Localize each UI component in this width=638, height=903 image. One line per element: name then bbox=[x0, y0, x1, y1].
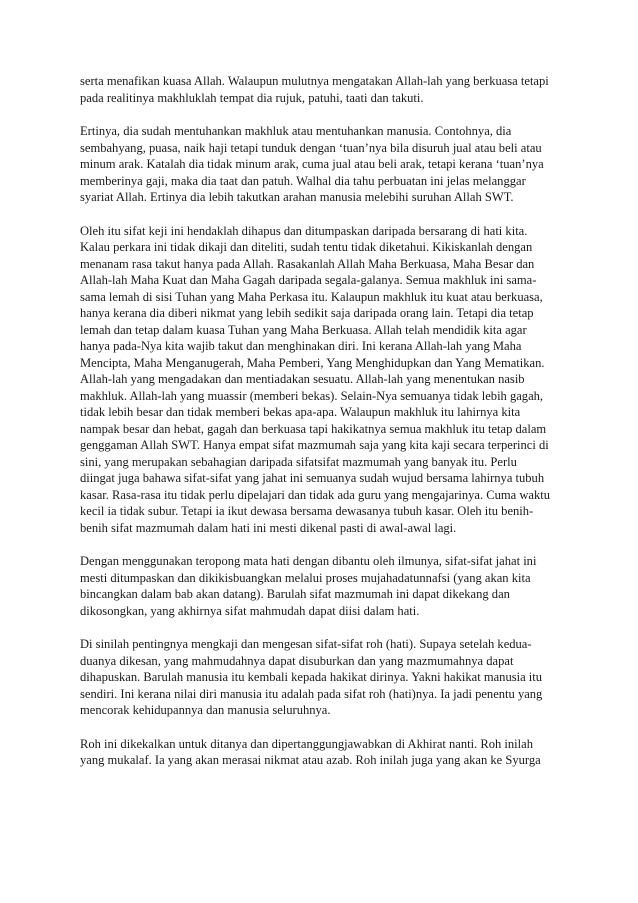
text-line: dihapuskan. Barulah manusia itu kembali kepada hakikat dirinya. Yakni hakikat manusia itu bbox=[80, 670, 543, 684]
paragraph bbox=[80, 73, 574, 106]
text-line: Kalau perkara ini tidak dikaji dan diteliti, sudah tentu tidak diketahui. Kikiskanlah dengan bbox=[80, 240, 533, 254]
body-text bbox=[80, 73, 574, 769]
text-line: makhluk. Allah-lah yang muassir (memberi bekas). Selain-Nya semuanya tidak lebih gagah, bbox=[80, 388, 544, 403]
paragraph bbox=[80, 636, 574, 719]
text-line: lemah dan tetap dalam kuasa Tuhan yang Maha Berkuasa. Allah telah mendidik kita agar bbox=[80, 322, 527, 337]
paragraph bbox=[80, 123, 574, 206]
text-line: kasar. Rasa-rasa itu tidak perlu dipelajari dan tidak ada guru yang mengajarinya. Cuma waktu bbox=[80, 487, 550, 502]
text-line: pada realitinya makhluklah tempat dia rujuk, patuhi, taati dan takuti. bbox=[80, 90, 424, 105]
text-line: benih sifat mazmumah dalam hati ini mesti dikenal pasti di awal-awal lagi. bbox=[80, 520, 457, 535]
text-line: Di sinilah pentingnya mengkaji dan mengesan sifat-sifat roh (hati). Supaya setelah kedua- bbox=[80, 637, 532, 651]
text-line: sini, yang merupakan sebahagian daripada sifatsifat mazmumah yang banyak itu. Perlu bbox=[80, 454, 517, 469]
text-line: hanya kerana dia diberi nikmat yang lebih sedikit saja daripada orang lain. Tetapi dia tetap bbox=[80, 306, 534, 320]
text-line: Allah-lah yang mengadakan dan mentiadakan sesuatu. Allah-lah yang menentukan nasib bbox=[80, 372, 525, 386]
text-line: mesti ditumpaskan dan dikikisbuangkan melalui proses mujahadatunnafsi (yang akan kita bbox=[80, 570, 531, 585]
text-line: hanya pada-Nya kita wajib takut dan menghinakan diri. Ini kerana Allah-lah yang Maha bbox=[80, 339, 522, 353]
text-line: mencorak kehidupannya dan manusia seluruhnya. bbox=[80, 703, 331, 717]
text-line: sendiri. Ini kerana nilai diri manusia itu adalah pada sifat roh (hati)nya. Ia jadi penentu yang bbox=[80, 686, 543, 701]
text-line: bincangkan dalam bab akan datang). Barulah sifat mazmumah ini dapat dikekang dan bbox=[80, 587, 510, 601]
text-line: menanam rasa takut hanya pada Allah. Rasakanlah Allah Maha Berkuasa, Maha Besar dan bbox=[80, 256, 535, 271]
text-line: serta menafikan kuasa Allah. Walaupun mulutnya mengatakan Allah-lah yang berkuasa tetapi bbox=[80, 74, 549, 88]
text-line: duanya dikesan, yang mahmudahnya dapat disuburkan dan yang mazmumahnya dapat bbox=[80, 653, 514, 668]
text-line: Ertinya, dia sudah mentuhankan makhluk atau mentuhankan manusia. Contohnya, dia bbox=[80, 124, 512, 138]
paragraph bbox=[80, 553, 574, 619]
text-line: Roh ini dikekalkan untuk ditanya dan dipertanggungjawabkan di Akhirat nanti. Roh inilah bbox=[80, 736, 533, 751]
paragraph bbox=[80, 223, 574, 537]
text-line: Mencipta, Maha Menganugerah, Maha Pemberi, Yang Menghidupkan dan Yang Mematikan. bbox=[80, 355, 545, 370]
text-line: diingat juga bahawa sifat-sifat yang jahat ini semuanya sudah wujud bersama lahirnya tubuh bbox=[80, 471, 545, 485]
text-line: nampak besar dan hebat, gagah dan berkuasa tapi hakikatnya semua makhluk itu tetap dalam bbox=[80, 421, 547, 436]
text-line: minum arak. Katalah dia tidak minum arak, cuma jual atau beli arak, tetapi kerana ‘tuan’nya bbox=[80, 157, 544, 171]
text-line: Oleh itu sifat keji ini hendaklah dihapus dan ditumpaskan daripada bersarang di hati kita. bbox=[80, 223, 528, 238]
paragraph bbox=[80, 736, 574, 769]
text-line: kecil ia tidak subur. Tetapi ia ikut dewasa bersama dewasanya tubuh kasar. Oleh itu benih- bbox=[80, 504, 534, 518]
text-line: syariat Allah. Ertinya dia lebih takutkan arahan manusia melebihi suruhan Allah SWT. bbox=[80, 190, 514, 204]
text-line: tidak lebih besar dan tidak memberi bekas apa-apa. Walaupun makhluk itu lahirnya kita bbox=[80, 405, 521, 419]
text-line: memberinya gaji, maka dia taat dan patuh. Walhal dia tahu perbuatan ini jelas melanggar bbox=[80, 173, 526, 188]
text-line: sembahyang, puasa, naik haji tetapi tunduk dengan ‘tuan’nya bila disuruh jual atau beli atau bbox=[80, 140, 542, 155]
text-line: dikosongkan, yang akhirnya sifat mahmudah dapat diisi dalam hati. bbox=[80, 603, 420, 618]
text-line: yang mukalaf. Ia yang akan merasai nikmat atau azab. Roh inilah juga yang akan ke Syurga bbox=[80, 753, 541, 767]
text-line: Dengan menggunakan teropong mata hati dengan dibantu oleh ilmunya, sifat-sifat jahat ini bbox=[80, 554, 537, 568]
text-line: Allah-lah Maha Kuat dan Maha Gagah daripada segala-galanya. Semua makhluk ini sama- bbox=[80, 273, 537, 287]
text-line: genggaman Allah SWT. Hanya empat sifat mazmumah saja yang kita kaji secara terperinci di bbox=[80, 438, 549, 452]
text-line: sama lemah di sisi Tuhan yang Maha Perkasa itu. Kalaupun makhluk itu kuat atau berkuasa, bbox=[80, 289, 543, 304]
